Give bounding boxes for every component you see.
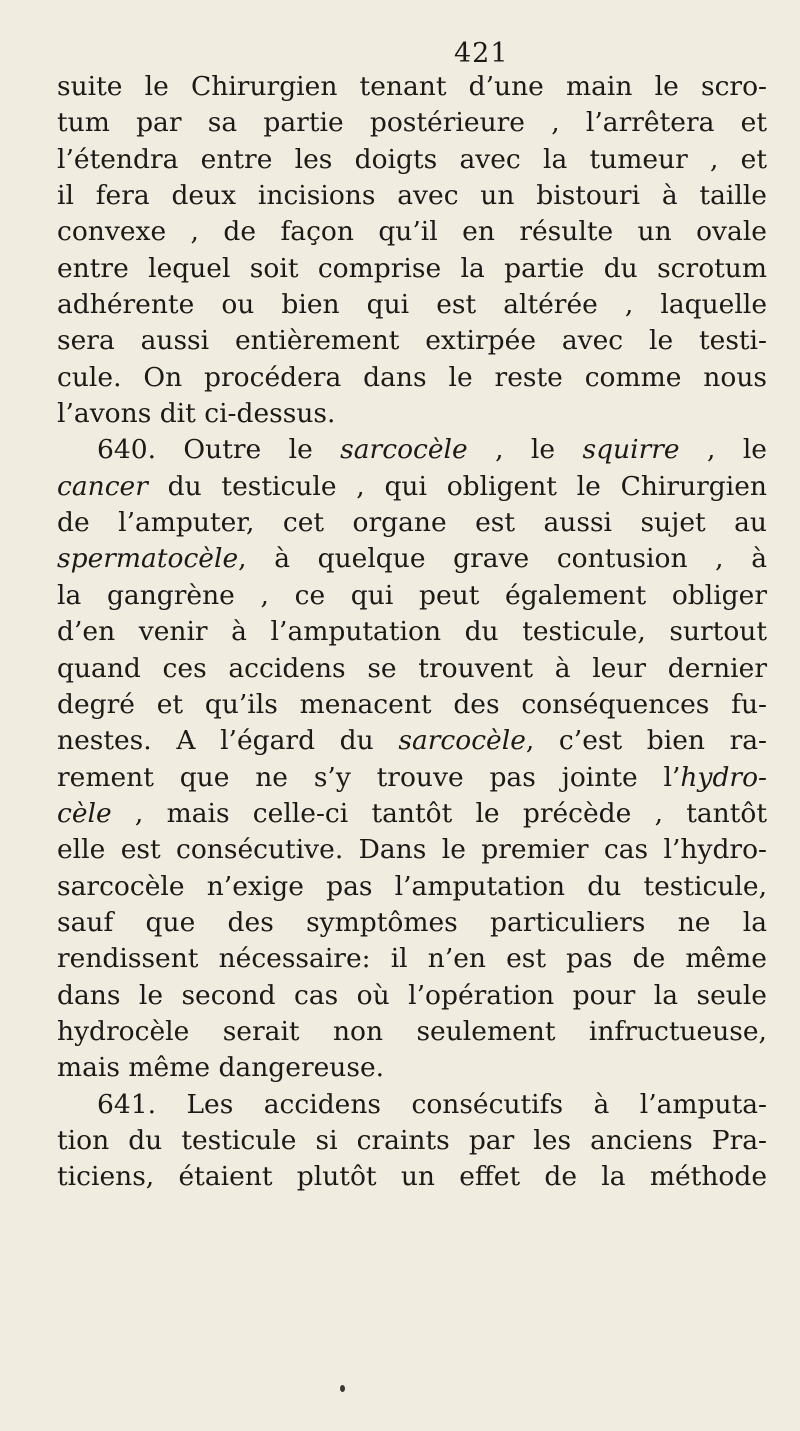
text-line: sera aussi entièrement extirpée avec le testi-	[57, 325, 767, 357]
paragraph-640-line: rendissent nécessaire: il n’en est pas de même	[57, 943, 767, 975]
text-line: l’étendra entre les doigts avec la tumeur , et	[57, 143, 767, 175]
paragraph-640-line: de l’amputer, cet organe est aussi sujet au	[57, 507, 767, 539]
paragraph-640-line: cancer du testicule , qui obligent le Chirurgien	[57, 470, 767, 502]
text-line: l’avons dit ci-dessus.	[57, 398, 336, 430]
term-spermatocele: spermatocèle	[57, 543, 239, 575]
text-line: suite le Chirurgien tenant d’une main le scro-	[57, 71, 767, 102]
paragraph-640-line: rement que ne s’y trouve pas jointe l’hydro-	[57, 761, 767, 793]
term-hydrocele: hydro-	[680, 761, 767, 793]
text-line: adhérente ou bien qui est altérée , laquelle	[57, 289, 767, 321]
paragraph-640-line: dans le second cas où l’opération pour la seule	[57, 979, 767, 1011]
body-text	[57, 69, 767, 1196]
paragraph-640-line: mais même dangereuse.	[57, 1052, 385, 1084]
text-line: convexe , de façon qu’il en résulte un ovale	[57, 216, 767, 248]
paragraph-640-line: 640. Outre le sarcocèle , le squirre , le	[97, 434, 767, 466]
term-sarcocele: sarcocèle	[340, 434, 468, 466]
page-number: 421	[454, 38, 509, 69]
paragraph-640-line: elle est consécutive. Dans le premier cas l’hydro-	[57, 834, 767, 866]
text-line: cule. On procédera dans le reste comme nous	[57, 361, 767, 393]
paragraph-641-line: ticiens, étaient plutôt un effet de la méthode	[57, 1161, 767, 1193]
paragraph-640-line: sauf que des symptômes particuliers ne la	[57, 906, 767, 938]
text-line: il fera deux incisions avec un bistouri à taille	[57, 180, 767, 212]
paragraph-640-line: d’en venir à l’amputation du testicule, surtout	[57, 616, 767, 648]
paragraph-640-line: quand ces accidens se trouvent à leur dernier	[57, 652, 767, 684]
paragraph-640-line: sarcocèle n’exige pas l’amputation du testicule,	[57, 870, 767, 902]
text-line: tum par sa partie postérieure , l’arrêtera et	[57, 107, 767, 139]
paragraph-640-line: hydrocèle serait non seulement infructueuse,	[57, 1015, 767, 1047]
term-cancer: cancer	[57, 470, 148, 502]
paragraph-640-line: spermatocèle, à quelque grave contusion , à	[57, 543, 767, 575]
term-squirre: squirre	[582, 434, 680, 466]
term-hydrocele-end: cèle	[57, 797, 112, 829]
paragraph-640-line: cèle , mais celle-ci tantôt le précède , tantôt	[57, 797, 767, 829]
paragraph-640-line: degré et qu’ils menacent des conséquences fu-	[57, 688, 767, 720]
paragraph-641-line: 641. Les accidens consécutifs à l’amputa-	[97, 1088, 767, 1120]
term-sarcocele: sarcocèle	[398, 725, 526, 757]
paragraph-640-line: la gangrène , ce qui peut également obliger	[57, 579, 767, 611]
paragraph-641-line: tion du testicule si craints par les anciens Pra-	[57, 1124, 767, 1156]
paragraph-640-line: nestes. A l’égard du sarcocèle, c’est bien ra-	[57, 725, 767, 757]
ink-speck	[340, 1385, 345, 1392]
text-line: entre lequel soit comprise la partie du scrotum	[57, 252, 767, 284]
